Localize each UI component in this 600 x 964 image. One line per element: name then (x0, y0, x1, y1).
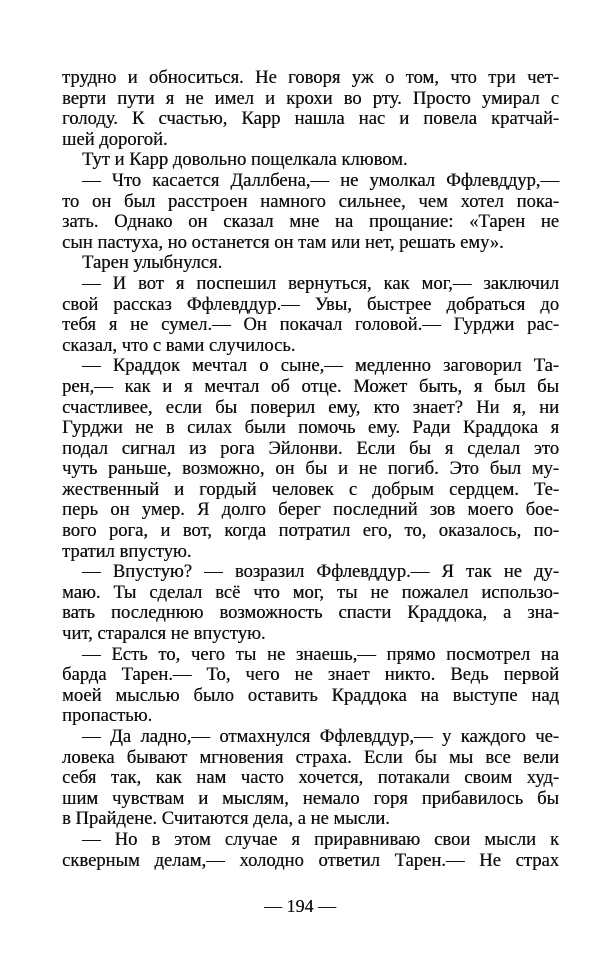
text-line: себя так, как нам часто хочется, потакали своим худ- (62, 767, 559, 789)
text-line: — И вот я поспешил вернуться, как мог,— заключил (82, 272, 559, 294)
text-line: скверным делам,— холодно ответил Тарен.— Не страх (62, 849, 559, 871)
text-line: зать. Однако он сказал мне на прощание: «Тарен не (62, 211, 559, 233)
text-line: шей дорогой. (62, 128, 168, 150)
text-line: трудно и обноситься. Не говоря уж о том, что три чет- (62, 67, 559, 88)
text-line: Гурджи не в силах были помочь ему. Ради Краддока я (62, 417, 559, 439)
text-line: счастливее, если бы поверил ему, кто знает? Ни я, ни (62, 396, 559, 418)
text-line: барда Тарен.— То, чего не знает никто. Ведь первой (62, 664, 559, 686)
text-line: моей мыслью было оставить Краддока на выступе над (62, 684, 559, 706)
text-line: шим чувствам и мыслям, немало горя прибавилось бы (62, 787, 559, 809)
text-line: тратил впустую. (62, 540, 192, 562)
text-line: свой рассказ Ффлевддур.— Увы, быстрее добраться до (62, 293, 559, 315)
text-line: Тарен улыбнулся. (82, 252, 223, 274)
text-line: маю. Ты сделал всё что мог, ты не пожалел использо- (62, 581, 559, 603)
text-line: — Впустую? — возразил Ффлевддур.— Я так не ду- (82, 561, 559, 583)
text-line: сказал, что с вами случилось. (62, 334, 296, 356)
text-line: вого рога, и вот, когда потратил его, то, оказалось, по- (62, 520, 559, 542)
text-line: рен,— как и я мечтал об отце. Может быть, я был бы (62, 375, 559, 397)
text-line: — Что касается Даллбена,— не умолкал Ффлевддур,— (82, 169, 559, 191)
text-line: тебя я не сумел.— Он покачал головой.— Гурджи рас- (62, 314, 559, 336)
text-line: в Прайдене. Считаются дела, а не мысли. (62, 808, 390, 830)
page-number: — 194 — (264, 896, 336, 916)
text-line: — Но в этом случае я приравниваю свои мысли к (82, 828, 559, 850)
text-line: Тут и Карр довольно пощелкала клювом. (82, 149, 408, 171)
text-line: верти пути я не имел и крохи во рту. Просто умирал с (62, 87, 559, 109)
text-line: ловека бывают мгновения страха. Если бы мы все вели (62, 746, 559, 768)
text-line: чуть раньше, возможно, он бы и не погиб. Это был му- (62, 458, 559, 480)
text-line: — Есть то, чего ты не знаешь,— прямо посмотрел на (82, 643, 559, 665)
text-line: пропастью. (62, 705, 153, 727)
text-line: чит, старался не впустую. (62, 623, 266, 645)
text-line: перь он умер. Я долго берег последний зов моего бое- (62, 499, 559, 521)
text-line: то он был расстроен намного сильнее, чем хотел пока- (62, 190, 559, 212)
page-body-text (62, 68, 559, 871)
text-line: жественный и гордый человек с добрым сердцем. Те- (62, 478, 559, 500)
text-line: вать последнюю возможность спасти Краддока, а зна- (62, 602, 559, 624)
text-line: голоду. К счастью, Карр нашла нас и повела кратчай- (62, 108, 559, 130)
text-line: сын пастуха, но останется он там или нет, решать ему». (62, 231, 504, 253)
text-line: подал сигнал из рога Эйлонви. Если бы я сделал это (62, 437, 559, 459)
text-line: — Краддок мечтал о сыне,— медленно заговорил Та- (82, 355, 559, 377)
text-line: — Да ладно,— отмахнулся Ффлевддур,— у каждого че- (82, 726, 559, 747)
